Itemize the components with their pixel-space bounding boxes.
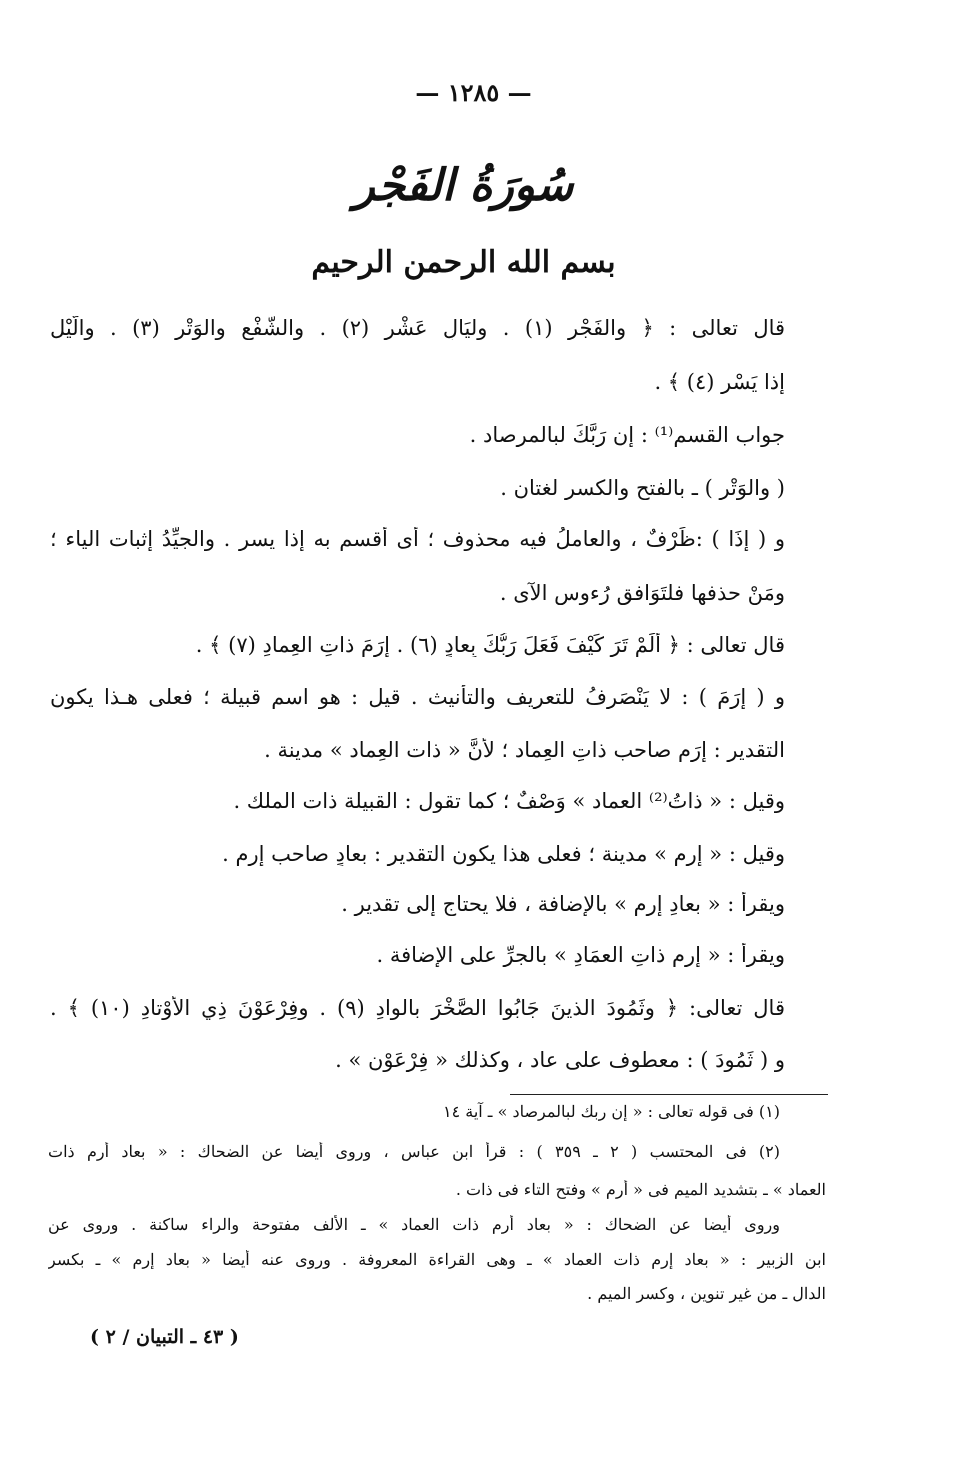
- body-line: و ( إِرَمَ ) : لا يَنْصَرِفُ للتعريف والتأنيث . قيل : هو اسم قبيلة ؛ فعلى هـذا يكون: [50, 685, 785, 709]
- body-line: و ( ثَمُودَ ) : معطوف على عاد ، وكذلك « فِرْعَوْن » .: [335, 1048, 785, 1072]
- body-line: ( والوَتْر ) ـ بالفتح والكسر لغتان .: [500, 476, 785, 500]
- surah-title: سُورَةُ الفَجْر: [353, 160, 574, 211]
- footnote-line: العماد » ـ بتشديد الميم فى « أرم » وفتح التاء فى ذات .: [455, 1180, 826, 1199]
- footnote-line: (١) فى قوله تعالى : « إن ربك لبالمرصاد » ـ آية ١٤: [442, 1102, 780, 1121]
- body-line: و ( إذَا ) :ظَرْفٌ ، والعاملُ فيه محذوف ؛ أى أُقسم به إذا يسر . والجيِّدُ إثبات الياء ؛: [50, 527, 785, 551]
- body-line: ويقرأُ : « بعادِ إرم » بالإضافة ، فلا يحتاج إلى تقدير .: [341, 892, 785, 916]
- part-reference: ( ٤٣ ـ التبيان / ٢ ): [90, 1326, 239, 1348]
- body-line: ومَنْ حذفها فلتَوَافق رُءوس الآى .: [499, 581, 785, 605]
- page-number: — ١٢٨٥ —: [415, 78, 532, 107]
- footnote-line: الدال ـ من غير تنوين ، وكسر الميم .: [587, 1284, 826, 1303]
- body-line: قال تعالى : ﴿ والفَجْرِ (١) . وليَالٍ عَشْرٍ (٢) . والشَّفْعِ والوَتْرِ (٣) . والَّيْلِ: [50, 316, 785, 340]
- body-line: قال تعالى : ﴿ أَلَمْ تَرَ كَيْفَ فَعَلَ رَبُّكَ بِعادٍ (٦) . إِرَمَ ذاتِ العِمادِ (٧) ﴾ .: [195, 633, 785, 657]
- body-line: وقيل : « ذاتُ⁽²⁾ العماد » وَصْفٌ ؛ كما تقول : القبيلة ذات الملك .: [233, 789, 785, 813]
- basmala: بسم الله الرحمن الرحيم: [311, 245, 616, 280]
- footnote-line: ابن الزبير : « بعاد إرم ذات العماد » ـ وهى القراءة المعروفة . وروى عنه أيضا « بعاد إرم » ـ بكسر: [48, 1250, 826, 1269]
- footnote-line: (٢) فى المحتسب ( ٢ ـ ٣٥٩ ) : قرأ ابن عباس ، وروى أيضا عن الضحاك : « بعاد أرم ذات: [48, 1142, 780, 1161]
- body-line: ويقرأُ : « إرم ذاتِ العمَادِ » بالجرِّ على الإضافة .: [376, 943, 785, 967]
- footnote-separator: [510, 1094, 828, 1095]
- body-line: التقدير : إِرَم صاحب ذاتِ العِماد ؛ لأنَّ « ذات العِماد » مدينة .: [264, 738, 785, 762]
- body-line: جواب القسم⁽¹⁾ : إن رَبَّكَ لبالمرصاد .: [469, 423, 785, 447]
- body-line: قال تعالى: ﴿ وثَمُودَ الذينَ جَابُوا الصَّخْرَ بالوادِ (٩) . وفِرْعَوْنَ ذِي الأَوْتادِ (١٠) ﴾ .: [50, 996, 785, 1020]
- body-line: وقيل : « إرم » مدينة ؛ فعلى هذا يكون التقدير : بعادٍ صاحب إرم .: [222, 842, 785, 866]
- body-line: إذا يَسْرِ (٤) ﴾ .: [654, 370, 785, 394]
- footnote-line: وروى أيضا عن الضحاك : « بعاد أرم ذات العماد » ـ الألف مفتوحة والراء ساكنة . وروى عن: [48, 1215, 780, 1234]
